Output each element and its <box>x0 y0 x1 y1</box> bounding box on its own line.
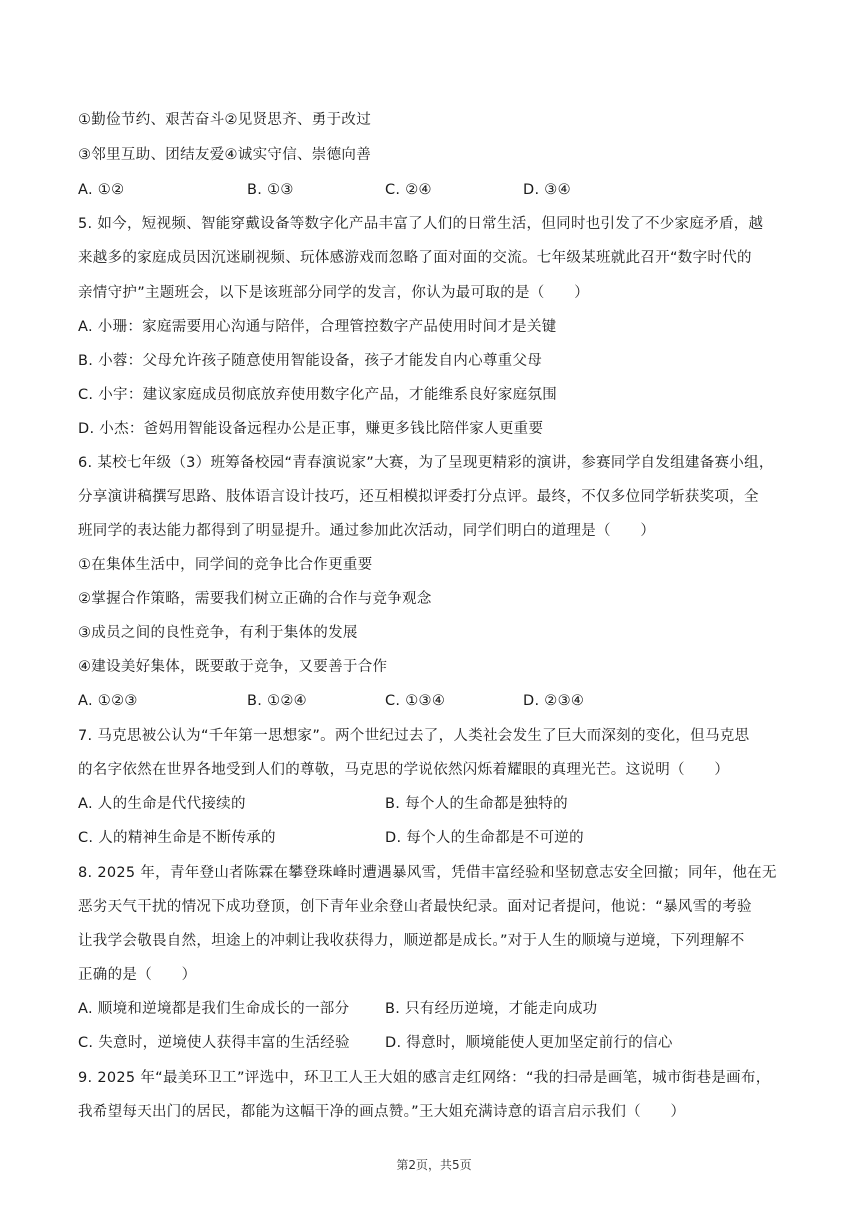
question-7-text: 7. 马克思被公认为“千年第一思想家”。两个世纪过去了，人类社会发生了巨大而深刻的变化，但马克思 <box>78 728 750 744</box>
question-8-text: 让我学会敬畏自然，坦途上的冲刺让我收获得力，顺逆都是成长。”对于人生的顺境与逆境，下列理解不 <box>78 933 745 949</box>
question-6-text: 分享演讲稿撰写思路、肢体语言设计技巧，还互相模拟评委打分点评。最终，不仅多位同学斩获奖项，全 <box>78 489 759 505</box>
statement-2: ②掌握合作策略，需要我们树立正确的合作与竞争观念 <box>78 591 432 607</box>
option-d: D. 小杰：爸妈用智能设备远程办公是正事，赚更多钱比陪伴家人更重要 <box>78 421 544 437</box>
text-line: ③邻里互助、团结友爱④诚实守信、崇德向善 <box>78 147 371 163</box>
option-d: D. ③④ <box>523 182 571 198</box>
statement-4: ④建设美好集体，既要敢于竞争，又要善于合作 <box>78 659 388 675</box>
question-6-text: 6. 某校七年级（3）班筹备校园“青春演说家”大赛，为了呈现更精彩的演讲，参赛同学自发组建备赛小组， <box>78 455 774 471</box>
option-c: C. 人的精神生命是不断传承的 <box>78 830 276 846</box>
statement-3: ③成员之间的良性竞争，有利于集体的发展 <box>78 625 358 641</box>
question-5-text: 来越多的家庭成员因沉迷刷视频、玩体感游戏而忽略了面对面的交流。七年级某班就此召开“数字时代的 <box>78 250 752 266</box>
text-line: ①勤俭节约、艰苦奋斗②见贤思齐、勇于改过 <box>78 112 371 128</box>
page-number: 第2页，共5页 <box>396 1158 472 1172</box>
question-6-text: 班同学的表达能力都得到了明显提升。通过参加此次活动，同学们明白的道理是（ ） <box>78 523 656 539</box>
option-d: D. ②③④ <box>523 693 585 709</box>
option-d: D. 每个人的生命都是不可逆的 <box>385 830 584 846</box>
option-b: B. 每个人的生命都是独特的 <box>385 796 568 812</box>
question-9-text: 我希望每天出门的居民，都能为这幅干净的画点赞。”王大姐充满诗意的语言启示我们（ ） <box>78 1104 686 1120</box>
option-a: A. ①② <box>78 182 125 198</box>
question-8-text: 恶劣天气干扰的情况下成功登顶，创下青年业余登山者最快纪录。面对记者提问，他说：“暴风雪的考验 <box>78 899 752 915</box>
option-a: A. 顺境和逆境都是我们生命成长的一部分 <box>78 1001 350 1017</box>
option-d: D. 得意时，顺境能使人更加坚定前行的信心 <box>385 1035 673 1051</box>
option-a: A. 人的生命是代代接续的 <box>78 796 246 812</box>
question-7-text: 的名字依然在世界各地受到人们的尊敬，马克思的学说依然闪烁着耀眼的真理光芒。这说明（ ） <box>78 762 730 778</box>
option-b: B. 小蓉：父母允许孩子随意使用智能设备，孩子才能发自内心尊重父母 <box>78 353 543 369</box>
question-5-text: 5. 如今，短视频、智能穿戴设备等数字化产品丰富了人们的日常生活，但同时也引发了不少家庭矛盾，越 <box>78 216 764 232</box>
option-a: A. ①②③ <box>78 693 138 709</box>
option-c: C. 失意时，逆境使人获得丰富的生活经验 <box>78 1035 350 1051</box>
option-b: B. 只有经历逆境，才能走向成功 <box>385 1001 598 1017</box>
option-a: A. 小珊：家庭需要用心沟通与陪伴，合理管控数字产品使用时间才是关键 <box>78 319 557 335</box>
question-8-text: 正确的是（ ） <box>78 967 197 983</box>
statement-1: ①在集体生活中，同学间的竞争比合作更重要 <box>78 557 373 573</box>
option-b: B. ①②④ <box>247 693 307 709</box>
option-b: B. ①③ <box>247 182 294 198</box>
option-c: C. 小宇：建议家庭成员彻底放弃使用数字化产品，才能维系良好家庭氛围 <box>78 387 558 403</box>
option-c: C. ②④ <box>385 182 432 198</box>
question-8-text: 8. 2025 年，青年登山者陈霖在攀登珠峰时遭遇暴风雪，凭借丰富经验和坚韧意志安全回撤；同年，他在无 <box>78 865 777 881</box>
question-5-text: 亲情守护”主题班会，以下是该班部分同学的发言，你认为最可取的是（ ） <box>78 285 590 301</box>
question-9-text: 9. 2025 年“最美环卫工”评选中，环卫工人王大姐的感言走红网络：“我的扫帚是画笔，城市街巷是画布， <box>78 1070 771 1086</box>
option-c: C. ①③④ <box>385 693 446 709</box>
